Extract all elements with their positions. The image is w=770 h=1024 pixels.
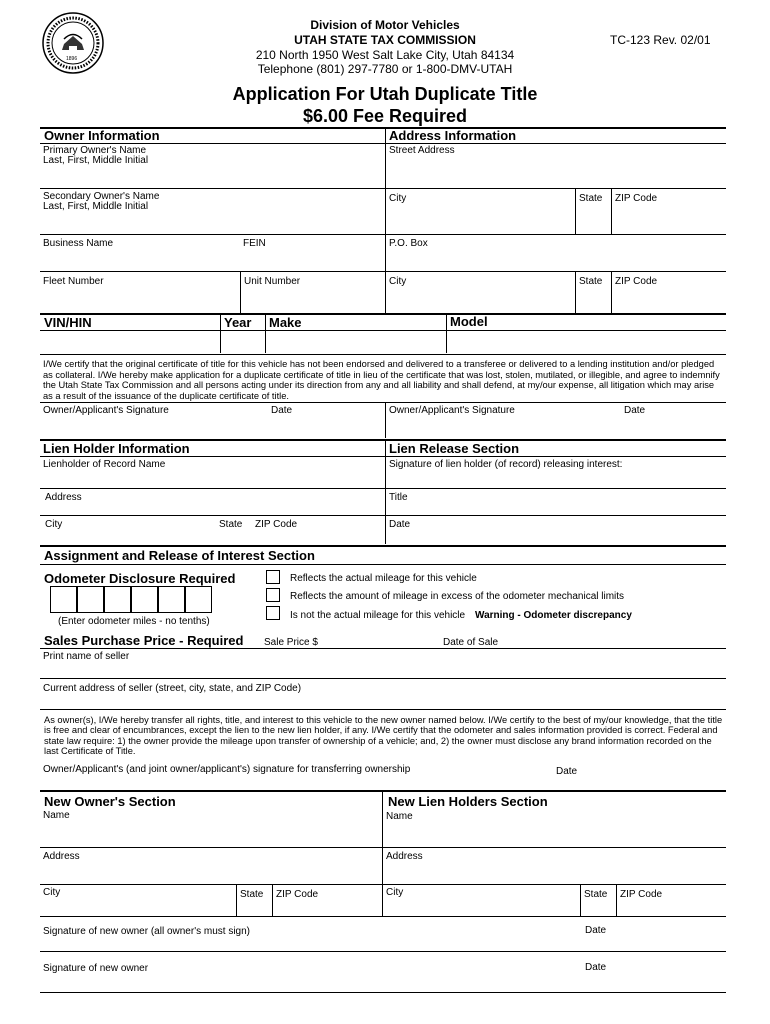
primary-owner-label: Primary Owner's Name — [43, 145, 147, 156]
form-id: TC-123 Rev. 02/01 — [610, 33, 711, 47]
assignment-heading-rule — [40, 564, 726, 565]
new-owner-name-field[interactable] — [40, 822, 382, 847]
new-lien-name-field[interactable] — [383, 822, 726, 847]
owner-heading-rule — [40, 143, 726, 144]
state-field[interactable] — [576, 205, 611, 234]
transfer-date-label: Date — [556, 766, 578, 777]
new-owner-rule-3 — [40, 916, 726, 917]
city-label: City — [389, 193, 407, 204]
new-owner-zip-label: ZIP Code — [276, 889, 319, 900]
make-heading: Make — [269, 315, 302, 330]
owner-date-label-2: Date — [624, 405, 646, 416]
lien-address-field[interactable] — [40, 504, 385, 515]
zip2-field[interactable] — [612, 288, 726, 314]
city2-label: City — [389, 276, 407, 287]
new-lien-address-field[interactable] — [383, 863, 726, 884]
fleet-number-field[interactable] — [40, 288, 239, 314]
commission-name: UTAH STATE TAX COMMISSION — [294, 33, 476, 47]
lien-title-label: Title — [389, 492, 408, 503]
vin-heading: VIN/HIN — [44, 315, 92, 330]
new-owner-zip-field[interactable] — [273, 900, 382, 916]
lien-release-date-label: Date — [389, 519, 411, 530]
lien-state-label: State — [219, 519, 243, 530]
fein-label: FEIN — [243, 238, 266, 249]
odometer-digit-6[interactable] — [185, 586, 212, 613]
model-field[interactable] — [447, 331, 726, 353]
row-rule-3 — [40, 271, 726, 272]
new-lien-state-label: State — [584, 889, 608, 900]
unit-number-label: Unit Number — [244, 276, 301, 287]
po-box-label: P.O. Box — [389, 238, 428, 249]
owner-info-heading: Owner Information — [44, 128, 160, 143]
lien-row-rule-2 — [40, 515, 726, 516]
lien-city-field[interactable] — [40, 531, 215, 544]
street-address-field[interactable] — [386, 157, 726, 188]
lien-release-heading: Lien Release Section — [389, 441, 520, 456]
excess-mileage-label: Reflects the amount of mileage in excess of the odometer mechanical limits — [290, 591, 625, 602]
transfer-signature-label: Owner/Applicant's (and joint owner/applicant's) signature for transferring ownership — [43, 764, 411, 775]
new-owner-signature-field-1[interactable] — [40, 938, 726, 951]
actual-mileage-checkbox[interactable] — [266, 570, 280, 584]
commission-telephone: Telephone (801) 297-7780 or 1-800-DMV-UTAH — [257, 62, 513, 76]
new-owner-address-label: Address — [43, 851, 80, 862]
new-lien-city-label: City — [386, 887, 404, 898]
owner-signature-field-1[interactable] — [40, 416, 385, 438]
transfer-text: As owner(s), I/We hereby transfer all rights, title, and interest to this vehicle to the new owner named below. I/We certify to the best of my/our knowledge, that the title is free and clear of encumbrances, except the lien to the new lien holder, if any. I/We certify that the odometer and sales information provided is correct. Federal and state law require: 1) the owner provide the mileage upon transfer of ownership of a vehicle; and, 2) the owner must disclose any brand information recorded on the last Certificate of Title. — [44, 715, 723, 756]
fleet-number-label: Fleet Number — [43, 276, 104, 287]
unit-number-field[interactable] — [241, 288, 385, 314]
new-owner-top-rule — [40, 790, 726, 792]
new-owner-signature-label-1: Signature of new owner (all owner's must sign) — [43, 926, 251, 937]
odometer-note: (Enter odometer miles - no tenths) — [58, 616, 210, 627]
seller-address-label: Current address of seller (street, city, state, and ZIP Code) — [43, 683, 302, 694]
fee-notice: $6.00 Fee Required — [302, 106, 468, 126]
fein-field[interactable] — [241, 250, 385, 271]
street-address-label: Street Address — [389, 145, 455, 156]
sale-price-field[interactable] — [322, 633, 432, 647]
odometer-heading: Odometer Disclosure Required — [44, 571, 236, 586]
new-owner-address-field[interactable] — [40, 863, 382, 884]
seller-rule — [40, 678, 726, 679]
new-owner-rule-2 — [40, 884, 726, 885]
new-owner-divider — [382, 790, 383, 916]
city2-field[interactable] — [386, 288, 575, 314]
lien-title-field[interactable] — [386, 504, 726, 515]
new-owner-state-label: State — [240, 889, 264, 900]
row-rule-1 — [40, 188, 726, 189]
lien-divider — [385, 439, 386, 544]
not-actual-mileage-checkbox[interactable] — [266, 606, 280, 620]
date-of-sale-field[interactable] — [502, 633, 726, 647]
secondary-owner-field[interactable] — [40, 212, 385, 234]
new-owner-rule-1 — [40, 847, 726, 848]
new-lien-zip-field[interactable] — [617, 900, 726, 916]
new-owner-city-field[interactable] — [40, 900, 236, 916]
address-info-heading: Address Information — [389, 128, 517, 143]
secondary-owner-sub: Last, First, Middle Initial — [43, 201, 149, 212]
new-owner-signature-field-2[interactable] — [40, 974, 726, 992]
new-owner-rule-4 — [40, 951, 726, 952]
new-lien-state-field[interactable] — [581, 900, 616, 916]
sales-rule — [40, 648, 726, 649]
not-actual-mileage-label: Is not the actual mileage for this vehicle — [290, 610, 466, 621]
print-seller-field[interactable] — [40, 663, 726, 678]
transfer-signature-field[interactable] — [40, 776, 726, 789]
city-field[interactable] — [386, 205, 575, 234]
owner-date-label-1: Date — [271, 405, 293, 416]
new-owner-date-label-2: Date — [585, 962, 607, 973]
lien-release-date-field[interactable] — [386, 531, 726, 544]
new-lien-name-label: Name — [386, 811, 413, 822]
new-lien-zip-label: ZIP Code — [620, 889, 663, 900]
date-of-sale-label: Date of Sale — [443, 637, 499, 648]
odometer-warning: Warning - Odometer discrepancy — [475, 610, 632, 621]
secondary-owner-label: Secondary Owner's Name — [43, 191, 160, 202]
lien-row-rule-1 — [40, 488, 726, 489]
lien-city-label: City — [45, 519, 63, 530]
zip2-label: ZIP Code — [615, 276, 658, 287]
odometer-digit-3[interactable] — [104, 586, 131, 613]
assignment-heading: Assignment and Release of Interest Section — [44, 548, 315, 563]
lien-state-field[interactable] — [216, 531, 252, 544]
zip-field[interactable] — [612, 205, 726, 234]
certify-top-rule — [40, 354, 726, 355]
print-seller-label: Print name of seller — [43, 651, 130, 662]
odometer-digit-4[interactable] — [131, 586, 158, 613]
zip-label: ZIP Code — [615, 193, 658, 204]
certify-text-rule — [40, 402, 726, 403]
new-owner-state-field[interactable] — [237, 900, 272, 916]
business-name-field[interactable] — [40, 250, 240, 271]
row-rule-2 — [40, 234, 726, 235]
odometer-digit-1[interactable] — [50, 586, 77, 613]
odometer-digits — [50, 586, 214, 613]
seller-address-field[interactable] — [40, 695, 726, 709]
odometer-digit-5[interactable] — [158, 586, 185, 613]
form-title: Application For Utah Duplicate Title — [232, 84, 538, 104]
sale-price-label: Sale Price $ — [264, 637, 318, 648]
vehicle-top-rule — [40, 313, 726, 315]
business-name-label: Business Name — [43, 238, 114, 249]
bottom-rule — [40, 992, 726, 993]
new-owner-name-label: Name — [43, 810, 70, 821]
lien-address-label: Address — [45, 492, 82, 503]
lien-release-signature-field[interactable] — [386, 471, 726, 488]
lien-release-signature-label: Signature of lien holder (of record) releasing interest: — [389, 459, 623, 470]
actual-mileage-label: Reflects the actual mileage for this vehicle — [290, 573, 477, 584]
year-field[interactable] — [221, 331, 265, 353]
lien-heading-rule — [40, 456, 726, 457]
commission-address: 210 North 1950 West Salt Lake City, Utah 84134 — [255, 48, 515, 62]
seal-year: 1896 — [66, 56, 78, 62]
primary-owner-field[interactable] — [40, 166, 385, 188]
vin-field[interactable] — [40, 331, 220, 353]
make-field[interactable] — [266, 331, 446, 353]
seller-address-rule — [40, 709, 726, 710]
division-name: Division of Motor Vehicles — [310, 18, 460, 32]
sales-price-heading: Sales Purchase Price - Required — [44, 633, 244, 648]
assignment-top-rule — [40, 545, 726, 547]
po-box-field[interactable] — [386, 250, 726, 271]
owner-signature-label-2: Owner/Applicant's Signature — [389, 405, 515, 416]
lienholder-record-label: Lienholder of Record Name — [43, 459, 166, 470]
model-heading: Model — [450, 314, 488, 329]
year-heading: Year — [224, 315, 252, 330]
new-owner-date-label-1: Date — [585, 925, 607, 936]
lienholder-record-field[interactable] — [40, 471, 385, 488]
new-owner-city-label: City — [43, 887, 61, 898]
owner-signature-field-2[interactable] — [386, 416, 726, 438]
state-label: State — [579, 193, 603, 204]
new-lien-city-field[interactable] — [383, 900, 580, 916]
lien-holder-heading: Lien Holder Information — [43, 441, 190, 456]
new-owner-signature-label-2: Signature of new owner — [43, 963, 149, 974]
excess-mileage-checkbox[interactable] — [266, 588, 280, 602]
owner-signature-label-1: Owner/Applicant's Signature — [43, 405, 169, 416]
state2-field[interactable] — [576, 288, 611, 314]
lien-zip-label: ZIP Code — [255, 519, 298, 530]
primary-owner-sub: Last, First, Middle Initial — [43, 155, 149, 166]
new-owner-heading: New Owner's Section — [44, 794, 176, 809]
state2-label: State — [579, 276, 603, 287]
new-lien-address-label: Address — [386, 851, 423, 862]
certification-text: I/We certify that the original certificate of title for this vehicle has not been endorsed and delivered to a transferee or delivered to a lending institution and/or pledged as collateral. I/We hereby make application for a duplicate certificate of title in lieu of the certificate that was lost, stolen, mutilated, or illegible, and agree to indemnify the Utah State Tax Commission and all persons acting under its direction from any and all liability and shall defend, at my/our expense, all litigation which may arise as a result of the issuance of the duplicate certificate of title. — [43, 359, 720, 401]
odometer-digit-2[interactable] — [77, 586, 104, 613]
lien-zip-field[interactable] — [253, 531, 385, 544]
new-lien-heading: New Lien Holders Section — [388, 794, 548, 809]
